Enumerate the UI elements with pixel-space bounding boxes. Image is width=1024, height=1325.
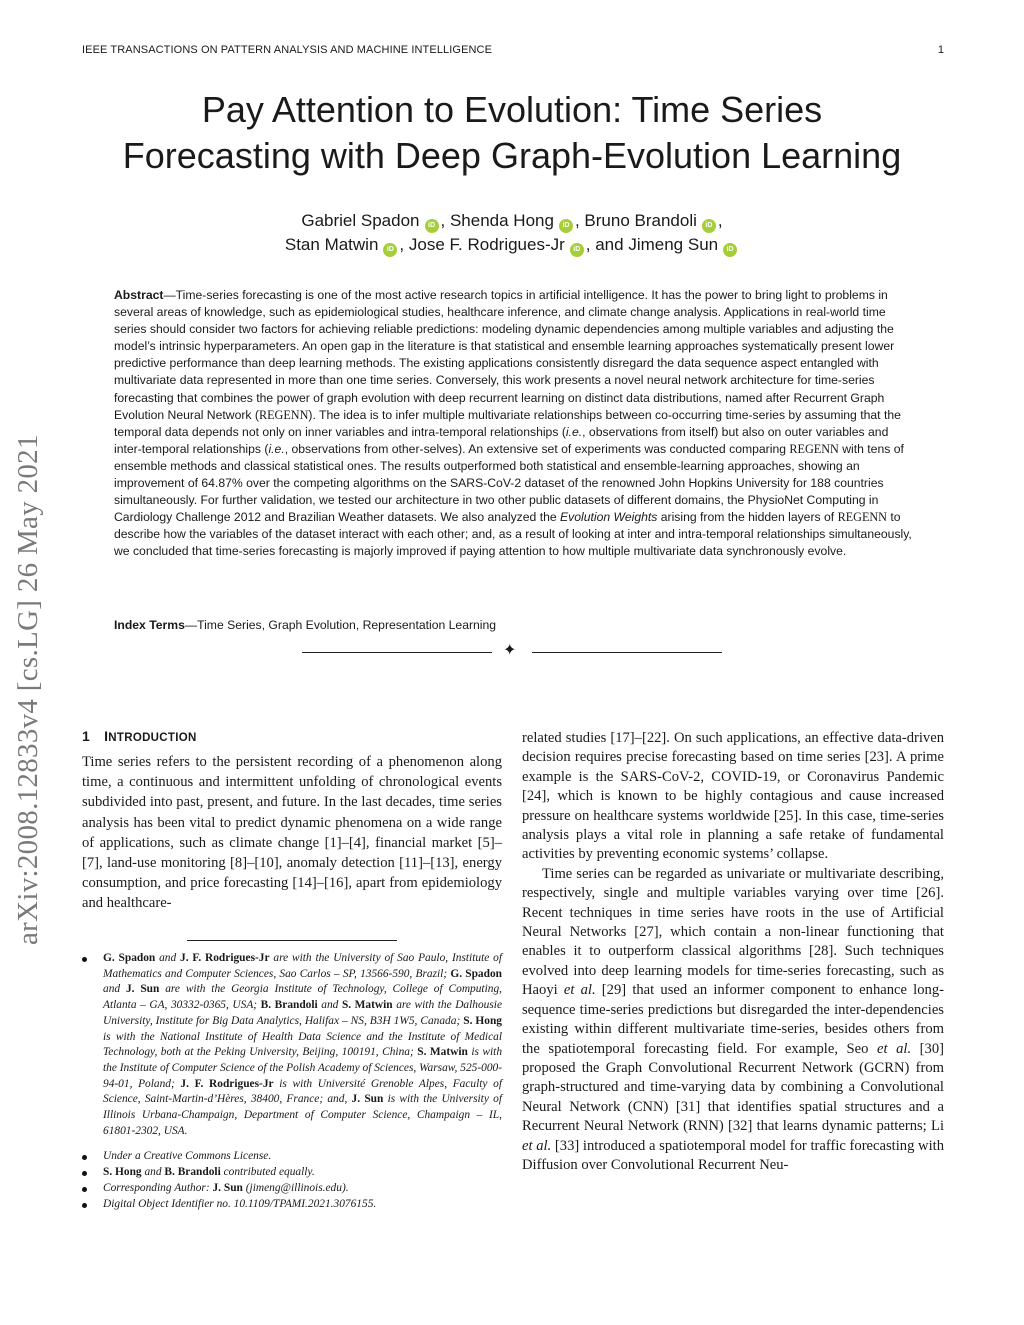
- method-name: REGENN: [789, 441, 839, 456]
- author-name: Shenda Hong: [449, 211, 554, 230]
- orcid-icon[interactable]: iD: [570, 243, 584, 257]
- section-title-rest: NTRODUCTION: [108, 732, 197, 744]
- right-column-body: [522, 729, 944, 1175]
- author-name: Jose F. Rodrigues-Jr: [408, 235, 565, 254]
- footnote-author: J. F. Rodrigues-Jr: [180, 1077, 274, 1090]
- section-number: 1: [82, 728, 91, 744]
- abstract-text: with tens of ensemble methods and classical statistical ones. The results outperformed both statistical and ensemble-learning approaches, showing an improvement of 64.87% over the competing algorithms on the SARS-CoV-2 dataset of the renowned John Hopkins University for 188 countries simultaneously. For further validation, we tested our architecture in two other public datasets of different domains, the PhysioNet Computing in Cardiology Challenge 2012 and Brazilian Weather datasets. We also analyzed the: [114, 441, 904, 525]
- divider-diamond-icon: ✦: [503, 642, 517, 659]
- author-name: Jimeng Sun: [628, 235, 719, 254]
- abstract-text: arising from the hidden layers of: [657, 510, 838, 525]
- footnote-author: B. Brandoli: [164, 1166, 221, 1179]
- divider-line-left: [302, 652, 492, 653]
- page-number: 1: [937, 44, 944, 56]
- body-text: [29] that used an informer component to enhance long-sequence time-series predictions but disregarded the inter-dependencies existing within different multivariate time-series, besides others from the spatiotemporal forecasting field. For example, Seo: [522, 982, 944, 1057]
- body-paragraph: related studies [17]–[22]. On such applications, an effective data-driven decision requires precise forecasting based on time series [23]. A prime example is the SARS-CoV-2, COVID-19, or Coronavirus Pandemic [24], which is known to be highly contagious and cause increased pressure on healthcare systems worldwide [25]. In this case, time-series analysis plays a vital role in planning a safe retake of fundamental activities by preventing economic systems’ collapse.: [522, 730, 944, 863]
- footnote-author: J. Sun: [125, 983, 160, 996]
- footnote-text: are with the Georgia Institute of Technology, College of Computing, Atlanta – GA, 30332-0365, USA;: [103, 983, 503, 1012]
- author-line-2: [60, 233, 964, 257]
- paper-title: [40, 87, 984, 179]
- body-abbrev: et al.: [877, 1040, 912, 1057]
- abstract-text: , observations from other-selves). An extensive set of experiments was conducted comparing: [284, 441, 790, 456]
- orcid-icon[interactable]: iD: [559, 219, 573, 233]
- bullet-icon: [82, 1203, 87, 1208]
- method-name: REGENN: [837, 510, 887, 525]
- abstract-abbrev: i.e.: [268, 441, 285, 456]
- abstract-text: to describe how the variables of the dataset interact with each other; and, as a result of looking at inter and intra-temporal relationships simultaneously, we concluded that time-series forecasting is majorly improved if paying attention to how multiple multivariate data synchronously evolve.: [114, 510, 912, 559]
- abstract-text: , observations from itself) but also on outer variables and inter-temporal relationships (: [114, 424, 889, 456]
- body-paragraph: Time series refers to the persistent recording of a phenomenon along time, a continuous and intermittent unfolding of chronological events subdivided into past, present, and future. In the last decades, time series analysis has been vital to predict dynamic phenomena on a wide range of applications, such as climate change [1]–[4], financial market [5]–[7], land-use monitoring [8]–[10], anomaly detection [11]–[13], energy consumption, and price forecasting [14]–[16], apart from epidemiology and healthcare-: [82, 754, 502, 912]
- section-title-initial: I: [104, 728, 109, 744]
- abstract: [114, 287, 912, 561]
- footnote-text: is with Université Grenoble Alpes, Faculty of Science, Saint-Martin-d’Hères, 38400, France; and,: [103, 1077, 502, 1106]
- abstract-text: —Time-series forecasting is one of the most active research topics in artificial intelligence. It has the power to bring light to problems in several areas of knowledge, such as epidemiological studies, healthcare inference, and climate change analysis. Applications in real-world time series should consider two factors for achieving reliable predictions: modeling dynamic dependencies among multiple variables and adjusting the model’s intrinsic hyperparameters. An open gap in the literature is that statistical and ensemble learning approaches systematically present lower predictive performance than deep learning methods. The existing applications consistently disregard the data sequence aspect entangled with multivariate data represented in more than one time series. Conversely, this work presents a novel neural network architecture for time-series forecasting that combines the power of graph evolution with deep recurrent learning on distinct data distributions, named after Recurrent Graph Evolution Neural Network (: [114, 288, 895, 422]
- bullet-icon: [82, 957, 87, 962]
- orcid-icon[interactable]: iD: [383, 243, 397, 257]
- footnote-author: S. Matwin: [417, 1046, 468, 1059]
- footnote-text: is with the Institute of Computer Science of the Polish Academy of Sciences, Warsaw, 525-000-94-01, Poland;: [103, 1046, 503, 1090]
- author-name: Bruno Brandoli: [584, 211, 697, 230]
- author-separator: ,: [717, 211, 723, 230]
- footnote-text: are with the University of Sao Paulo, Institute of Mathematics and Computer Sciences, Sao Carlos – SP, 13566-590, Brazil;: [103, 952, 503, 980]
- title-line-1: Pay Attention to Evolution: Time Series: [201, 89, 823, 130]
- orcid-icon[interactable]: iD: [723, 243, 737, 257]
- footnote-doi: [82, 1197, 502, 1213]
- footnote-author: S. Hong: [103, 1166, 142, 1179]
- body-abbrev: et al.: [522, 1137, 552, 1154]
- footnote-corresponding: [82, 1181, 502, 1197]
- footnote-author: S. Hong: [463, 1014, 502, 1027]
- index-terms-label: Index Terms: [114, 618, 185, 632]
- divider-line-right: [532, 652, 722, 653]
- body-text: [30] proposed the Graph Convolutional Recurrent Network (GCRN) from graph-structured and time-varying data by combining a Convolutional Neural Network (CNN) [31] that identifies spatial structures and a Recurrent Neural Network (RNN) [32] that learns dynamic patterns; Li: [522, 1040, 944, 1135]
- abstract-abbrev: i.e.: [565, 424, 583, 439]
- footnote-text: and: [141, 1166, 165, 1179]
- footnote-text: is with the National Institute of Health Data Science and the Institute of Medical Technology, both at the Peking University, Beijing, 100191, China;: [103, 1030, 502, 1059]
- footnote-license: [82, 1149, 502, 1165]
- footnote-affiliations: [82, 951, 502, 1139]
- orcid-icon[interactable]: iD: [425, 219, 439, 233]
- footnote-text: is with the University of Illinois Urbana-Champaign, Department of Computer Science, Champaign – IL, 61801-2302, USA.: [103, 1093, 502, 1137]
- abstract-text: ). The idea is to infer multiple multivariate relationships between co-occurring time-series by assuming that the temporal data depends not only on inner variables and intra-temporal relationships (: [114, 407, 901, 439]
- footnote-text: and: [317, 999, 342, 1012]
- author-separator: ,: [574, 211, 580, 230]
- method-name: REGENN: [258, 407, 309, 422]
- arxiv-stamp[interactable]: arXiv:2008.12833v4 [cs.LG] 26 May 2021: [12, 434, 44, 945]
- footnote-text: Corresponding Author:: [103, 1181, 213, 1194]
- footnote-author: J. Sun: [351, 1093, 384, 1106]
- index-terms-text: —Time Series, Graph Evolution, Representation Learning: [184, 618, 497, 632]
- section-heading: [82, 728, 197, 744]
- author-separator: ,: [440, 211, 446, 230]
- title-line-2: Forecasting with Deep Graph-Evolution Learning: [122, 135, 902, 176]
- footnote-text: and: [103, 983, 126, 996]
- author-separator: , and: [585, 235, 624, 254]
- footnote-author: B. Brandoli: [260, 999, 318, 1012]
- body-text: Time series can be regarded as univariate or multivariate describing, respectively, single and multiple variables varying over time [26]. Recent techniques in time series have roots in the use of Artificial Neural Networks [27], which contain a non-linear functioning that enables it to outperform classical algorithms [28]. Such techniques evolved into deep learning models for time-series forecasting, such as Haoyi: [522, 865, 944, 999]
- footnote-rule: [187, 940, 397, 941]
- footnote-author: G. Spadon: [103, 952, 156, 964]
- left-column-body: [82, 752, 502, 914]
- author-name: Stan Matwin: [284, 235, 379, 254]
- author-line-1: [60, 209, 964, 233]
- body-paragraph: [522, 865, 944, 1176]
- footnote-equal-contribution: [82, 1165, 502, 1181]
- body-abbrev: et al.: [563, 982, 596, 999]
- footnote-text: contributed equally.: [220, 1166, 315, 1179]
- author-list: [60, 209, 964, 257]
- footnote-author: J. F. Rodrigues-Jr: [180, 952, 270, 964]
- corresponding-email[interactable]: (jimeng@illinois.edu).: [242, 1181, 349, 1194]
- footnote-author: J. Sun: [212, 1181, 243, 1194]
- abstract-emphasis: Evolution Weights: [560, 510, 658, 525]
- author-separator: ,: [399, 235, 405, 254]
- bullet-icon: [82, 1171, 87, 1176]
- author-name: Gabriel Spadon: [301, 211, 420, 230]
- footnotes: [82, 951, 502, 1212]
- footnote-text: and: [155, 952, 181, 964]
- index-terms: [114, 617, 912, 634]
- running-header: IEEE TRANSACTIONS ON PATTERN ANALYSIS AND MACHINE INTELLIGENCE: [82, 44, 493, 56]
- footnote-author: S. Matwin: [341, 999, 393, 1012]
- abstract-label: Abstract: [114, 288, 164, 302]
- body-text: [33] introduced a spatiotemporal model for traffic forecasting with Diffusion over Convolutional Recurrent Neu-: [522, 1137, 944, 1173]
- footnote-text: Under a Creative Commons License.: [103, 1150, 272, 1163]
- doi-text[interactable]: Digital Object Identifier no. 10.1109/TPAMI.2021.3076155.: [103, 1197, 377, 1210]
- footnote-author: G. Spadon: [450, 967, 502, 980]
- orcid-icon[interactable]: iD: [702, 219, 716, 233]
- footnote-text: are with the Dalhousie University, Institute for Big Data Analytics, Halifax – NS, B3H 1W5, Canada;: [103, 999, 503, 1027]
- bullet-icon: [82, 1155, 87, 1160]
- bullet-icon: [82, 1187, 87, 1192]
